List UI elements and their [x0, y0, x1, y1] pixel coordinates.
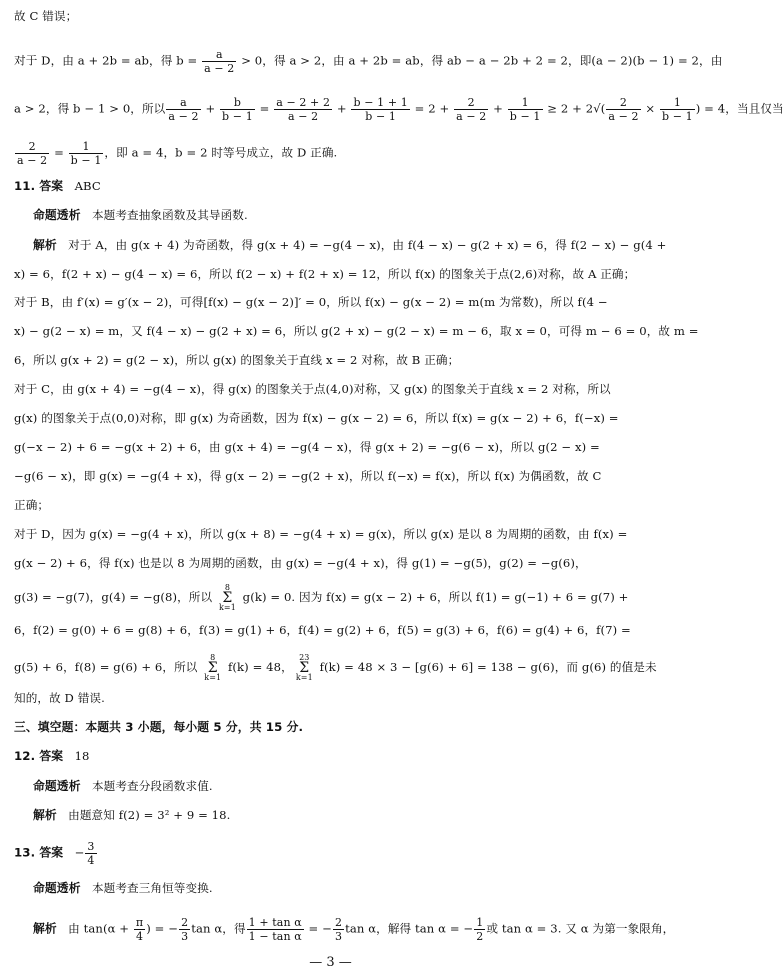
numerator: 2	[334, 916, 343, 929]
line-d-2	[14, 96, 784, 123]
fraction	[166, 96, 200, 123]
denominator: b − 1	[662, 110, 693, 123]
sum-upper: 23	[299, 653, 310, 662]
q11-line-1	[33, 237, 667, 253]
section-tag: 命题透析	[33, 881, 81, 895]
text: −g(6 − x)，即 g(x) = −g(4 + x)，得 g(x − 2) = −g(2 + x)，所以 f(−x) = f(x)，所以 f(x) 为偶函数，故 C	[14, 469, 602, 483]
denominator: b − 1	[365, 110, 397, 123]
text: ×	[641, 101, 660, 116]
numerator: 1	[476, 916, 484, 929]
text: 本题考查三角恒等变换.	[91, 881, 213, 895]
text: +	[489, 101, 507, 116]
fraction	[179, 916, 190, 943]
denominator: 3	[334, 930, 343, 943]
sum-lower: k=1	[218, 603, 236, 612]
q12-intent	[33, 778, 650, 794]
q13-intent	[33, 880, 650, 896]
denominator: a − 2	[168, 110, 199, 123]
text: = 2 +	[410, 101, 454, 116]
q11-line-10	[14, 497, 650, 513]
text: 或 tan α = 3. 又 α 为第一象限角，	[486, 921, 675, 936]
denominator: a − 2	[17, 154, 48, 167]
fraction	[660, 96, 695, 123]
q11-line-14	[14, 622, 650, 638]
text: ) = −	[146, 921, 179, 936]
text: 本题考查抽象函数及其导函数.	[91, 208, 248, 222]
sum-sign: Σ	[299, 660, 310, 676]
q11-intent	[33, 207, 650, 223]
text: 对于 B，由 f′(x) = g′(x − 2)，可得[f(x) − g(x − 2)]′ = 0，所以 f(x) − g(x − 2) = m(m 为常数)，所以 f(4 −	[14, 295, 608, 309]
q11-line-13	[14, 584, 650, 612]
text: =	[255, 101, 274, 116]
q11-line-7	[14, 410, 650, 426]
section-tag: 解析	[33, 921, 57, 936]
section-tag: 解析	[33, 238, 57, 252]
text: =	[50, 145, 68, 160]
text: 正确；	[14, 498, 50, 512]
denominator: 1 − tan α	[248, 930, 302, 943]
answer-label: 12. 答案	[14, 749, 64, 763]
denominator: 4	[87, 854, 95, 867]
q11-line-6	[14, 381, 650, 397]
answer-value: 18	[74, 749, 90, 763]
sum-upper: 8	[224, 583, 231, 592]
text: x) − g(2 − x) = m，又 f(4 − x) − g(2 + x) = 6，所以 g(2 + x) − g(2 − x) = m − 6，取 x = 0，可得 m − 6 = 0，故 m =	[14, 324, 699, 338]
numerator: π	[135, 916, 144, 929]
q12-answer	[14, 748, 650, 764]
fraction	[85, 840, 96, 867]
text: ≥ 2 + 2√(	[543, 101, 606, 116]
text: tan α，得	[191, 921, 246, 936]
fraction	[15, 140, 49, 167]
fraction	[351, 96, 409, 123]
denominator: a − 2	[456, 110, 487, 123]
section-tag: 命题透析	[33, 779, 81, 793]
text: tan α，解得 tan α = −	[345, 921, 474, 936]
denominator: 4	[136, 930, 144, 943]
denominator: 2	[476, 930, 484, 943]
fraction	[274, 96, 332, 123]
numerator: b − 1 + 1	[353, 96, 408, 109]
q11-line-12	[14, 555, 650, 571]
q11-line-11	[14, 526, 650, 542]
text: 由题意知 f(2) = 3² + 9 = 18.	[68, 808, 231, 822]
section-3-heading	[14, 719, 650, 735]
text: ，即 a = 4，b = 2 时等号成立，故 D 正确.	[104, 145, 338, 160]
numerator: 2	[15, 140, 49, 154]
text: g(k) = 0. 因为 f(x) = g(x − 2) + 6，所以 f(1) = g(−1) + 6 = g(7) +	[238, 590, 629, 604]
fraction	[474, 916, 485, 943]
fraction	[508, 96, 543, 123]
numerator: a	[202, 48, 236, 62]
numerator: 3	[87, 840, 95, 853]
text: > 0，得 a > 2，由 a + 2b = ab，得 ab − a − 2b + 2 = 2，即(a − 2)(b − 1) = 2，由	[237, 53, 723, 68]
section-heading: 三、填空题：本题共 3 小题，每小题 5 分，共 15 分.	[14, 720, 304, 734]
denominator: b − 1	[222, 110, 253, 123]
q11-line-9	[14, 468, 650, 484]
q11-answer	[14, 178, 650, 194]
text: x) = 6，f(2 + x) − g(4 − x) = 6，所以 f(2 − x) + f(2 + x) = 12，所以 f(x) 的图象关于点(2,6)对称，故 A 正确；	[14, 267, 636, 281]
page-number: — 3 —	[309, 955, 352, 970]
text: a > 2，得 b − 1 > 0，所以	[14, 101, 166, 116]
text: = −	[304, 921, 332, 936]
numerator: 1 + tan α	[248, 916, 302, 929]
answer-value: ABC	[74, 179, 101, 193]
denominator: a − 2	[204, 62, 235, 75]
section-tag: 命题透析	[33, 208, 81, 222]
denominator: a − 2	[287, 110, 319, 123]
q11-line-15	[14, 653, 657, 682]
numerator: 1	[508, 96, 543, 110]
denominator: a − 2	[608, 110, 639, 123]
text: 知的，故 D 错误.	[14, 691, 105, 705]
sum-sign: Σ	[222, 590, 233, 606]
summation	[202, 654, 223, 682]
text: f(k) = 48 × 3 − [g(6) + 6] = 138 − g(6)，而 g(6) 的值是未	[315, 660, 657, 674]
text: 对于 A，由 g(x + 4) 为奇函数，得 g(x + 4) = −g(4 − x)，由 f(4 − x) − g(2 + x) = 6，得 f(2 − x) − g(4 +	[68, 238, 667, 252]
text: 本题考查分段函数求值.	[91, 779, 213, 793]
summation	[217, 584, 238, 612]
q11-line-16	[14, 690, 650, 706]
q11-line-3	[14, 294, 650, 310]
numerator: 1	[69, 140, 104, 154]
fraction	[333, 916, 344, 943]
q13-solution	[33, 916, 675, 943]
text: g(5) + 6，f(8) = g(6) + 6，所以	[14, 660, 202, 674]
line-c-wrong	[14, 8, 650, 24]
text: 6，所以 g(x + 2) = g(2 − x)，所以 g(x) 的图象关于直线 x = 2 对称，故 B 正确；	[14, 353, 460, 367]
q11-line-2	[14, 266, 650, 282]
numerator: 2	[454, 96, 488, 110]
q13-answer	[14, 840, 650, 867]
text: g(x) 的图象关于点(0,0)对称，即 g(x) 为奇函数，因为 f(x) − g(x − 2) = 6，所以 f(x) = g(x − 2) + 6，f(−x) =	[14, 411, 619, 425]
text: g(−x − 2) + 6 = −g(x + 2) + 6，由 g(x + 4) = −g(4 − x)，得 g(x + 2) = −g(6 − x)，所以 g(2 − x) =	[14, 440, 600, 454]
section-tag: 解析	[33, 808, 57, 822]
fraction	[134, 916, 145, 943]
q11-line-8	[14, 439, 650, 455]
text: 6，f(2) = g(0) + 6 = g(8) + 6，f(3) = g(1) + 6，f(4) = g(2) + 6，f(5) = g(3) + 6，f(6) = g(4) + 6，f(7) =	[14, 623, 631, 637]
sum-lower: k=1	[204, 673, 222, 682]
numerator: 2	[606, 96, 640, 110]
q11-line-4	[14, 323, 699, 339]
text: 故 C 错误；	[14, 9, 78, 23]
text: 由 tan(α +	[68, 921, 133, 936]
text: 对于 D，因为 g(x) = −g(4 + x)，所以 g(x + 8) = −g(4 + x) = g(x)，所以 g(x) 是以 8 为周期的函数，由 f(x) =	[14, 527, 628, 541]
text: 对于 C，由 g(x + 4) = −g(4 − x)，得 g(x) 的图象关于点(4,0)对称，又 g(x) 的图象关于直线 x = 2 对称，所以	[14, 382, 611, 396]
answer-label: 13. 答案	[14, 845, 64, 860]
text: ) = 4，当且仅当	[695, 101, 784, 116]
q11-line-5	[14, 352, 650, 368]
answer-sign: −	[74, 845, 85, 860]
fraction	[454, 96, 488, 123]
line-d-3	[14, 140, 650, 167]
fraction	[247, 916, 304, 943]
numerator: a − 2 + 2	[276, 96, 331, 109]
fraction	[220, 96, 255, 123]
numerator: 2	[181, 916, 189, 929]
numerator: b	[220, 96, 255, 110]
q12-solution	[33, 807, 650, 823]
numerator: a	[166, 96, 200, 110]
text: +	[333, 101, 351, 116]
text: f(k) = 48，	[224, 660, 293, 674]
fraction	[606, 96, 640, 123]
fraction	[69, 140, 104, 167]
denominator: 3	[181, 930, 189, 943]
summation	[294, 654, 315, 682]
text: 对于 D，由 a + 2b = ab，得 b =	[14, 53, 202, 68]
text: +	[201, 101, 220, 116]
denominator: b − 1	[70, 154, 102, 167]
sum-sign: Σ	[207, 660, 218, 676]
sum-upper: 8	[210, 653, 216, 662]
numerator: 1	[660, 96, 695, 110]
denominator: b − 1	[509, 110, 541, 123]
line-d-1	[14, 48, 723, 75]
sum-lower: k=1	[295, 673, 313, 682]
text: g(x − 2) + 6，得 f(x) 也是以 8 为周期的函数，由 g(x) = −g(4 + x)，得 g(1) = −g(5)，g(2) = −g(6)，	[14, 556, 587, 570]
answer-label: 11. 答案	[14, 179, 64, 193]
fraction	[202, 48, 236, 75]
text: g(3) = −g(7)，g(4) = −g(8)，所以	[14, 590, 216, 604]
